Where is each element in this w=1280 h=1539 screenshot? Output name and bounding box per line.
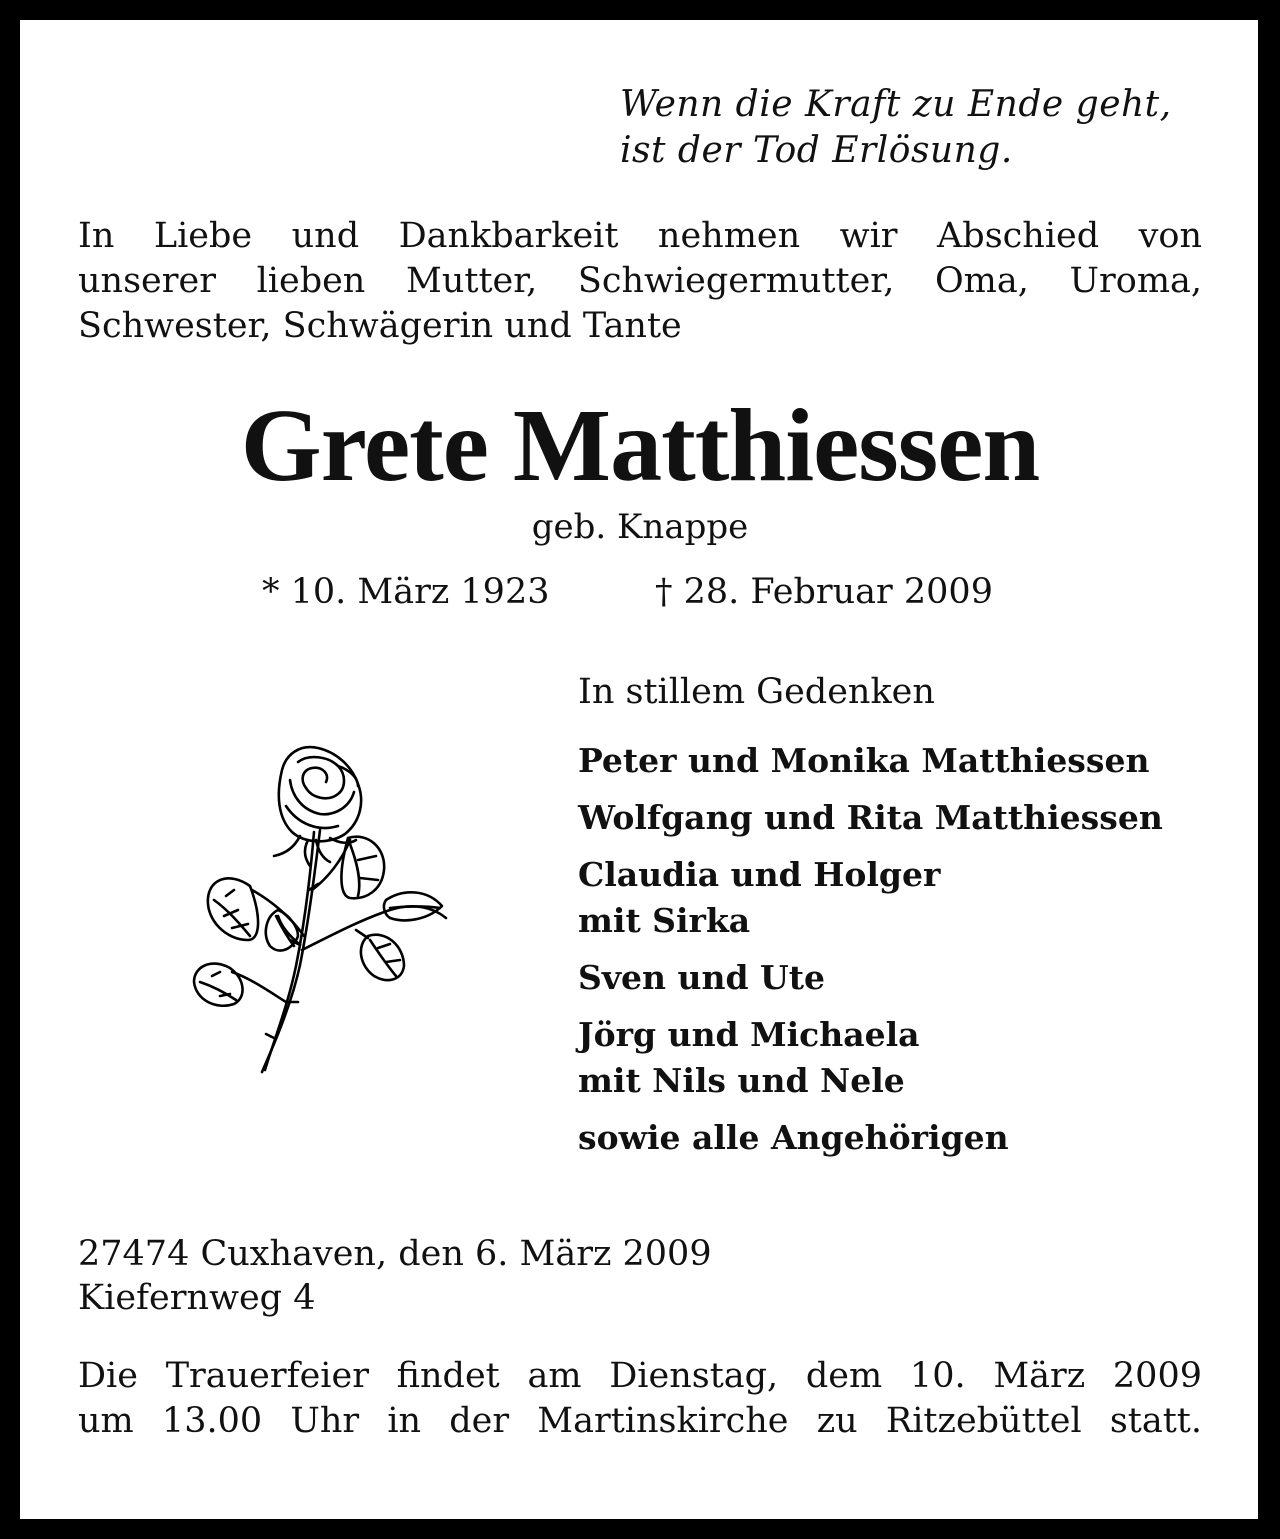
- funeral-notice: [78, 1354, 1202, 1444]
- mourners-list: [578, 738, 1218, 1172]
- mourner-line: Sven und Ute: [578, 958, 826, 997]
- mourner-line: mit Sirka: [578, 901, 751, 940]
- mourner-line: Peter und Monika Matthiessen: [578, 741, 1150, 780]
- intro-line: unserer lieben Mutter, Schwiegermutter, Oma, Uroma,: [78, 261, 1202, 301]
- mourner-group: [578, 852, 1218, 944]
- mourner-line: Wolfgang und Rita Matthiessen: [578, 798, 1163, 837]
- deceased-name: Grete Matthiessen: [240, 388, 1040, 503]
- mourners-heading: In stillem Gedenken: [578, 672, 935, 712]
- mourner-group: [578, 955, 1218, 1001]
- maiden-name: geb. Knappe: [531, 507, 749, 547]
- intro-text: [78, 214, 1202, 349]
- street-address: Kiefernweg 4: [78, 1278, 316, 1318]
- mourner-line: Claudia und Holger: [578, 855, 941, 894]
- death-date: † 28. Februar 2009: [655, 572, 993, 612]
- rose-icon: [190, 740, 455, 1075]
- mourner-line: mit Nils und Nele: [578, 1061, 905, 1100]
- mourner-group: [578, 1012, 1218, 1104]
- funeral-line: Die Trauerfeier findet am Dienstag, dem 10. März 2009: [78, 1356, 1202, 1396]
- mourner-group: [578, 1115, 1218, 1161]
- place-date: 27474 Cuxhaven, den 6. März 2009: [78, 1234, 712, 1274]
- motto-line: ist der Tod Erlösung.: [620, 130, 1013, 171]
- mourner-line: sowie alle Angehörigen: [578, 1118, 1009, 1157]
- mourner-group: [578, 738, 1218, 784]
- intro-line: Schwester, Schwägerin und Tante: [78, 306, 682, 346]
- mourner-line: Jörg und Michaela: [578, 1015, 920, 1054]
- motto: [620, 82, 1220, 174]
- place-and-address: [78, 1232, 712, 1320]
- mourner-group: [578, 795, 1218, 841]
- birth-date: * 10. März 1923: [262, 572, 550, 612]
- motto-line: Wenn die Kraft zu Ende geht,: [620, 84, 1172, 125]
- intro-line: In Liebe und Dankbarkeit nehmen wir Abschied von: [78, 216, 1202, 256]
- funeral-line: um 13.00 Uhr in der Martinskirche zu Ritzebüttel statt.: [78, 1401, 1202, 1441]
